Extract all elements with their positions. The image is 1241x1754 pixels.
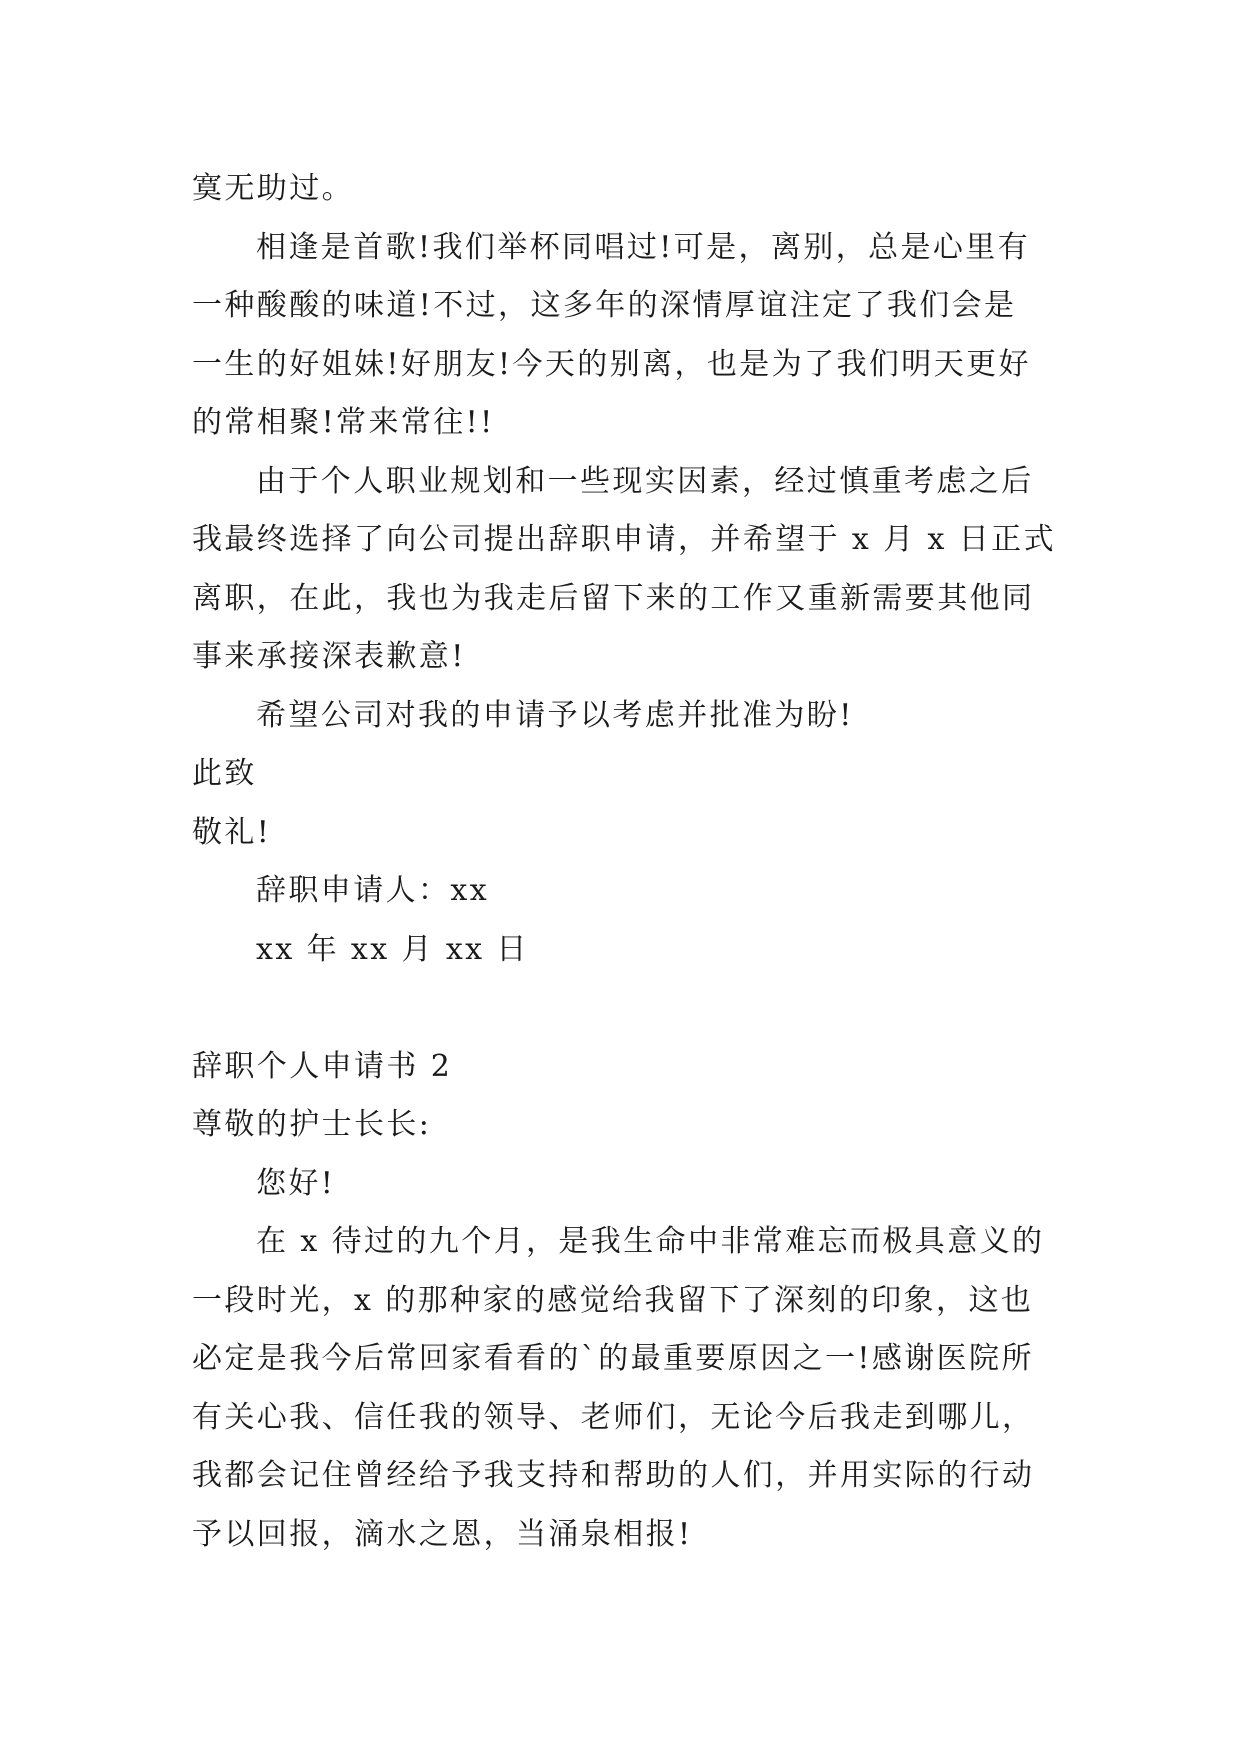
paragraph-main-line-5: 我都会记住曾经给予我支持和帮助的人们，并用实际的行动 — [192, 1458, 1035, 1493]
signature-date: xx 年 xx 月 xx 日 — [256, 931, 529, 967]
document-body — [192, 160, 1072, 1564]
paragraph-main-line-1: 在 x 待过的九个月，是我生命中非常难忘而极具意义的 — [256, 1224, 1045, 1259]
section-title: 辞职个人申请书 2 — [192, 1048, 453, 1084]
paragraph-main-line-6: 予以回报，滴水之恩，当涌泉相报! — [192, 1516, 693, 1552]
greeting: 您好! — [256, 1165, 336, 1201]
paragraph-main-line-3: 必定是我今后常回家看看的`的最重要原因之一!感谢医院所 — [192, 1341, 1034, 1376]
salutation: 尊敬的护士长长: — [192, 1107, 432, 1142]
paragraph-reason-line-4: 事来承接深表歉意! — [192, 639, 466, 674]
closing-jingli: 敬礼! — [192, 814, 272, 850]
paragraph-reunion-line-1: 相逢是首歌!我们举杯同唱过!可是，离别，总是心里有 — [256, 229, 1031, 265]
paragraph-reunion-line-4: 的常相聚!常来常往!! — [192, 405, 495, 440]
paragraph-hope: 希望公司对我的申请予以考虑并批准为盼! — [256, 697, 854, 733]
continuation-line: 寞无助过。 — [192, 171, 354, 206]
paragraph-reunion-line-2: 一种酸酸的味道!不过，这多年的深情厚谊注定了我们会是 — [192, 288, 1017, 323]
closing-cizhi: 此致 — [192, 756, 257, 791]
paragraph-reason-line-1: 由于个人职业规划和一些现实因素，经过慎重考虑之后 — [256, 463, 1034, 499]
section-gap — [192, 979, 1072, 1038]
paragraph-reason-line-3: 离职，在此，我也为我走后留下来的工作又重新需要其他同 — [192, 580, 1035, 616]
paragraph-main-line-2: 一段时光，x 的那种家的感觉给我留下了深刻的印象，这也 — [192, 1282, 1034, 1318]
paragraph-reason-line-2: 我最终选择了向公司提出辞职申请，并希望于 x 月 x 日正式 — [192, 522, 1056, 557]
signature: 辞职申请人：xx — [256, 873, 490, 908]
paragraph-reunion-line-3: 一生的好姐妹!好朋友!今天的别离，也是为了我们明天更好 — [192, 346, 1031, 382]
paragraph-main-line-4: 有关心我、信任我的领导、老师们，无论今后我走到哪儿， — [192, 1399, 1035, 1435]
